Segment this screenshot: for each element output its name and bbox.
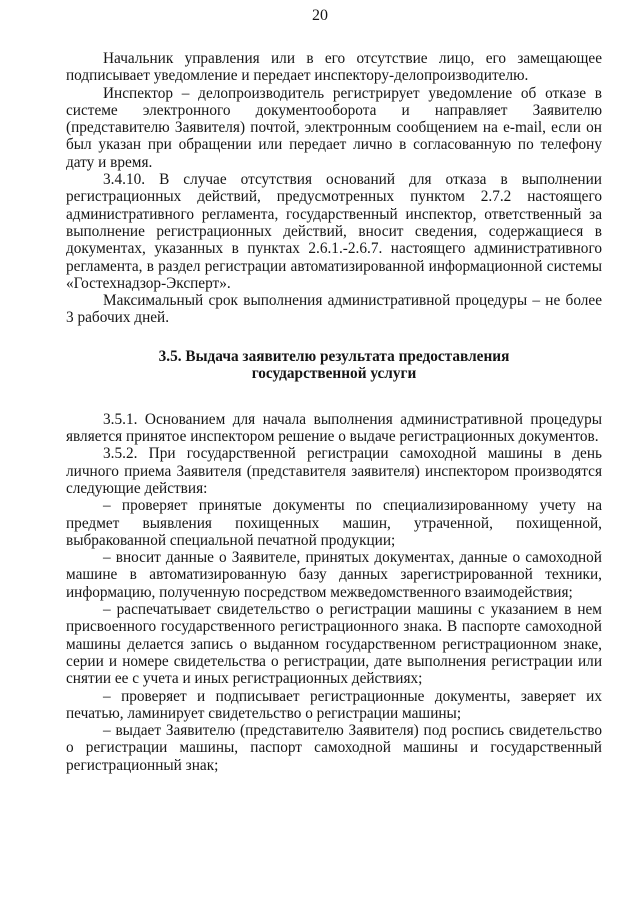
- paragraph-max-term: Максимальный срок выполнения административной процедуры – не более 3 рабочих дней.: [66, 292, 602, 327]
- list-item-issues-documents: – выдает Заявителю (представителю Заявителя) под роспись свидетельство о регистрации машины, паспорт самоходной машины и государственный регистрационный знак;: [66, 722, 602, 774]
- document-body: [66, 50, 602, 774]
- paragraph-inspector-registers-notice: Инспектор – делопроизводитель регистрирует уведомление об отказе в системе электронного документооборота и направляет Заявителю (представителю Заявителя) почтой, электронным сообщением на e-mail, если он был указан при обращении или передает лично в согласованную по телефону дату и время.: [66, 84, 602, 171]
- paragraph-3-5-2: 3.5.2. При государственной регистрации самоходной машины в день личного приема Заявителя (представителя заявителя) инспектором производятся следующие действия:: [66, 445, 602, 497]
- page-number: 20: [312, 7, 328, 24]
- paragraph-3-5-1: 3.5.1. Основанием для начала выполнения административной процедуры является принятое инспектором решение о выдаче регистрационных документов.: [66, 410, 602, 446]
- list-item-enters-data: – вносит данные о Заявителе, принятых документах, данные о самоходной машине в автоматизированную базу данных зарегистрированной техники, информацию, полученную посредством межведомственного взаимодействия;: [66, 549, 602, 601]
- paragraph-head-signs-notice: Начальник управления или в его отсутствие лицо, его замещающее подписывает уведомление и передает инспектору-делопроизводителю.: [66, 50, 602, 85]
- section-heading-line2: государственной услуги: [251, 365, 417, 383]
- paragraph-3-4-10: 3.4.10. В случае отсутствия оснований для отказа в выполнении регистрационных действий, предусмотренных пунктом 2.7.2 настоящего административного регламента, государственный инспектор, ответственный за выполнение регистрационных действий, вносит сведения, содержащиеся в документах, указанных в пунктах 2.6.1.-2.6.7. настоящего административного регламента, в раздел регистрации автоматизированной информационной системы «Гостехнадзор-Эксперт».: [66, 171, 602, 292]
- section-heading-line1: 3.5. Выдача заявителю результата предоставления: [158, 347, 510, 365]
- section-heading-3-5: [66, 348, 602, 383]
- list-item-signs-documents: – проверяет и подписывает регистрационные документы, заверяет их печатью, ламинирует свидетельство о регистрации машины;: [66, 687, 602, 722]
- list-item-prints-certificate: – распечатывает свидетельство о регистрации машины с указанием в нем присвоенного государственного регистрационного знака. В паспорте самоходной машины делается запись о выданном государственном регистрационном знаке, серии и номере свидетельства о регистрации, дате выполнения регистрации или снятии ее с учета и иных регистрационных действиях;: [66, 601, 602, 688]
- list-item-checks-documents: – проверяет принятые документы по специализированному учету на предмет выявления похищенных машин, утраченной, похищенной, выбракованной специальной печатной продукции;: [66, 497, 602, 549]
